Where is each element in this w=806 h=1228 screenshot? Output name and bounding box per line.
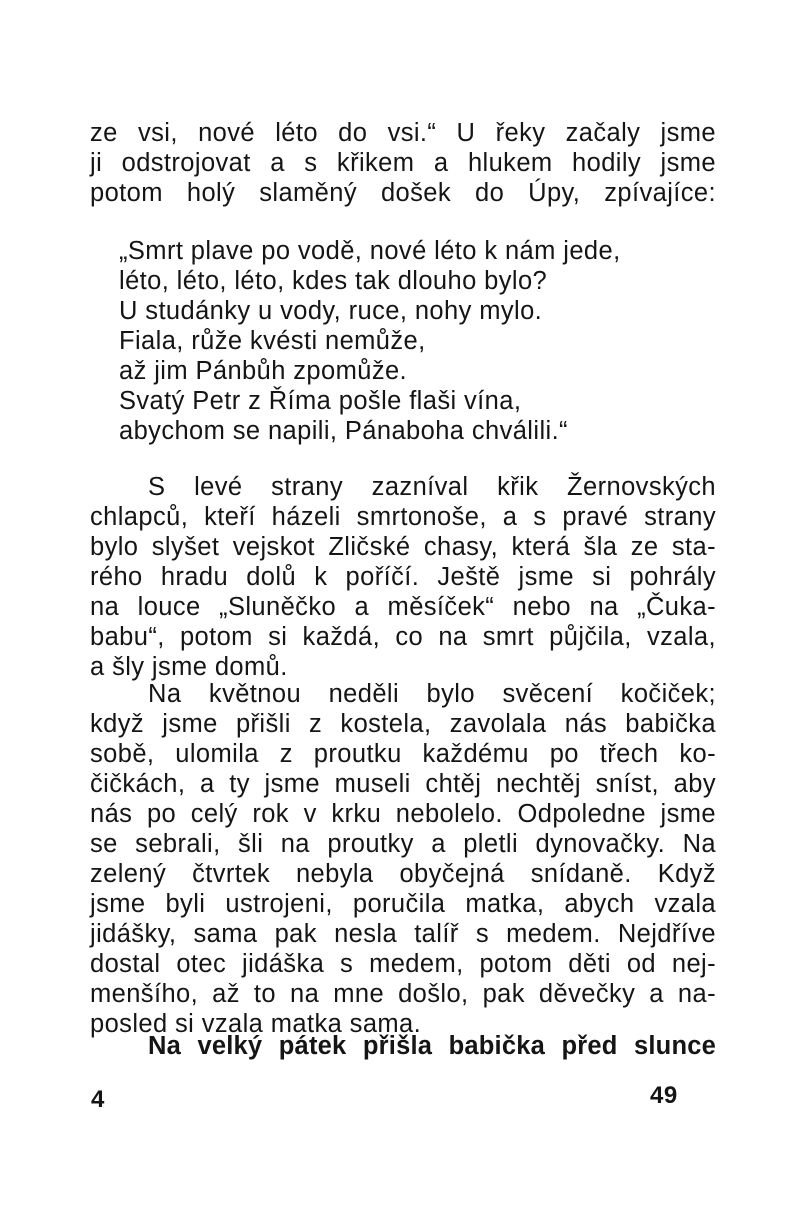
signature-mark: 4	[91, 1086, 105, 1113]
paragraph-2-line-9: jidášky, sama pak nesla talíř s medem. Nejdříve	[90, 920, 716, 948]
paragraph-2-line-3: sobě, ulomila z proutku každému po třech ko-	[90, 740, 716, 768]
poem-line-4: Fiala, růže kvésti nemůže,	[119, 327, 426, 355]
poem-line-6: Svatý Petr z Říma pošle flaši vína,	[119, 387, 522, 415]
opening-passage	[90, 118, 716, 208]
paragraph-good-friday	[90, 1031, 716, 1061]
paragraph-2-line-8: jsme byli ustrojeni, poručila matka, abych vzala	[90, 890, 716, 918]
paragraph-1-line-6: babu“, potom si každá, co na smrt půjčila, vzala,	[90, 623, 716, 651]
paragraph-easter-songs	[90, 472, 716, 682]
opening-line-2: ji odstrojovat a s křikem a hlukem hodily jsme	[90, 149, 716, 177]
paragraph-1-line-3: bylo slyšet vejskot Zličské chasy, která šla ze sta-	[90, 533, 716, 561]
paragraph-2-line-2: když jsme přišli z kostela, zavolala nás babička	[90, 710, 716, 738]
paragraph-2-line-12: posled si vzala matka sama.	[90, 1010, 422, 1038]
paragraph-2-line-6: se sebrali, šli na proutky a pletli dynovačky. Na	[90, 830, 716, 858]
paragraph-2-line-10: dostal otec jidáška s medem, potom děti od nej-	[90, 950, 716, 978]
paragraph-1-line-5: na louce „Sluněčko a měsíček“ nebo na „Čuka-	[90, 593, 716, 621]
paragraph-palm-sunday	[90, 679, 716, 1039]
page-number: 49	[650, 1082, 678, 1109]
paragraph-2-line-4: čičkách, a ty jsme museli chtěj nechtěj sníst, aby	[90, 770, 716, 798]
paragraph-1-line-2: chlapců, kteří házeli smrtonoše, a s pravé strany	[90, 503, 716, 531]
opening-line-3: potom holý slaměný došek do Úpy, zpívajíce:	[90, 179, 716, 207]
poem-line-5: až jim Pánbůh zpomůže.	[119, 357, 408, 385]
paragraph-2-line-11: menšího, až to na mne došlo, pak děvečky a na-	[90, 980, 716, 1008]
paragraph-2-line-7: zelený čtvrtek nebyla obyčejná snídaně. Když	[90, 860, 716, 888]
opening-line-1: ze vsi, nové léto do vsi.“ U řeky začaly jsme	[90, 119, 716, 147]
paragraph-2-line-5: nás po celý rok v krku nebolelo. Odpoledne jsme	[90, 800, 716, 828]
poem-line-7: abychom se napili, Pánaboha chválili.“	[119, 417, 568, 445]
poem-line-1: „Smrt plave po vodě, nové léto k nám jede,	[119, 237, 621, 265]
paragraph-1-line-4: rého hradu dolů k poříčí. Ještě jsme si pohrály	[90, 563, 716, 591]
paragraph-1-line-7: a šly jsme domů.	[90, 653, 288, 681]
poem-line-2: léto, léto, léto, kdes tak dlouho bylo?	[119, 267, 548, 295]
paragraph-3-line-1: Na velký pátek přišla babička před slunce	[148, 1032, 716, 1060]
poem-line-3: U studánky u vody, ruce, nohy mylo.	[119, 297, 543, 325]
paragraph-2-line-1: Na květnou neděli bylo svěcení kočiček;	[148, 680, 716, 708]
song-verse	[119, 236, 719, 446]
paragraph-1-line-1: S levé strany zazníval křik Žernovských	[148, 473, 716, 501]
